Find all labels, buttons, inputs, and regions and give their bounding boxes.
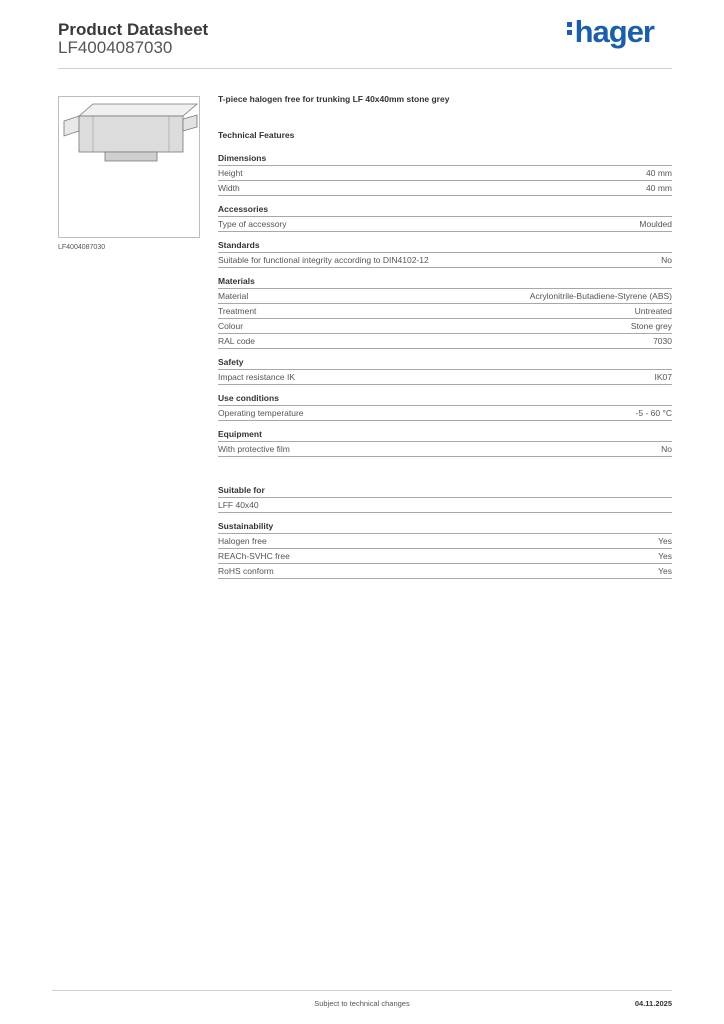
spec-row — [218, 334, 672, 349]
section-use-conditions — [218, 393, 672, 421]
page-title: Product Datasheet — [58, 20, 209, 39]
spec-value: No — [661, 255, 672, 265]
product-image — [58, 96, 200, 238]
spec-value: Yes — [658, 551, 672, 561]
product-code: LF4004087030 — [58, 38, 173, 57]
section-sustainability — [218, 521, 672, 579]
section-standards — [218, 240, 672, 268]
spec-label: Suitable for functional integrity according to DIN4102-12 — [218, 255, 429, 265]
footer-date: 04.11.2025 — [634, 999, 672, 1008]
section-accessories — [218, 204, 672, 232]
section-dimensions — [218, 153, 672, 196]
spec-value: 40 mm — [646, 183, 672, 193]
hager-logo — [567, 14, 654, 50]
spec-value: -5 - 60 °C — [635, 408, 672, 418]
spec-row — [218, 442, 672, 457]
spec-value: Acrylonitrile-Butadiene-Styrene (ABS) — [529, 291, 672, 301]
spec-value: Moulded — [639, 219, 672, 229]
header-divider — [58, 68, 672, 69]
section-title: Safety — [218, 357, 672, 370]
section-title: Sustainability — [218, 521, 672, 534]
spec-row — [218, 564, 672, 579]
t-piece-icon — [59, 97, 199, 237]
section-gap — [218, 465, 672, 485]
spec-value: Untreated — [634, 306, 672, 316]
section-equipment — [218, 429, 672, 457]
spec-label: With protective film — [218, 444, 290, 454]
spec-label: Width — [218, 183, 240, 193]
spec-value: Yes — [658, 566, 672, 576]
spec-row — [218, 253, 672, 268]
product-title: T-piece halogen free for trunking LF 40x40mm stone grey — [218, 94, 450, 104]
spec-row — [218, 217, 672, 232]
spec-content — [218, 90, 672, 587]
spec-value: Stone grey — [630, 321, 672, 331]
spec-label: Treatment — [218, 306, 257, 316]
footer-note: Subject to technical changes — [314, 999, 410, 1008]
spec-row — [218, 304, 672, 319]
spec-label: Impact resistance IK — [218, 372, 296, 382]
section-title: Equipment — [218, 429, 672, 442]
spec-row — [218, 181, 672, 196]
spec-label: REACh-SVHC free — [218, 551, 290, 561]
spec-row — [218, 534, 672, 549]
section-title: Dimensions — [218, 153, 672, 166]
spec-row — [218, 498, 672, 513]
technical-features-heading: Technical Features — [218, 130, 295, 140]
spec-value: 7030 — [653, 336, 672, 346]
footer-divider — [52, 990, 672, 991]
spec-label: Height — [218, 168, 243, 178]
spec-label: Operating temperature — [218, 408, 304, 418]
spec-label: RAL code — [218, 336, 256, 346]
logo-dots-icon — [567, 19, 573, 38]
logo-text: hager — [574, 14, 654, 49]
spec-label: Colour — [218, 321, 244, 331]
spec-label: Type of accessory — [218, 219, 287, 229]
spec-row — [218, 549, 672, 564]
spec-label: RoHS conform — [218, 566, 274, 576]
section-title: Standards — [218, 240, 672, 253]
section-safety — [218, 357, 672, 385]
spec-value: Yes — [658, 536, 672, 546]
spec-row — [218, 406, 672, 421]
spec-label: LFF 40x40 — [218, 500, 259, 510]
spec-value: 40 mm — [646, 168, 672, 178]
section-title: Use conditions — [218, 393, 672, 406]
section-title: Accessories — [218, 204, 672, 217]
spec-row — [218, 166, 672, 181]
section-title: Materials — [218, 276, 672, 289]
spec-label: Halogen free — [218, 536, 267, 546]
spec-label: Material — [218, 291, 249, 301]
section-title: Suitable for — [218, 485, 672, 498]
section-materials — [218, 276, 672, 349]
spec-row — [218, 289, 672, 304]
spec-value: IK07 — [654, 372, 672, 382]
spec-row — [218, 319, 672, 334]
spec-row — [218, 370, 672, 385]
image-caption: LF4004087030 — [58, 244, 106, 251]
section-suitable-for — [218, 485, 672, 513]
spec-value: No — [661, 444, 672, 454]
